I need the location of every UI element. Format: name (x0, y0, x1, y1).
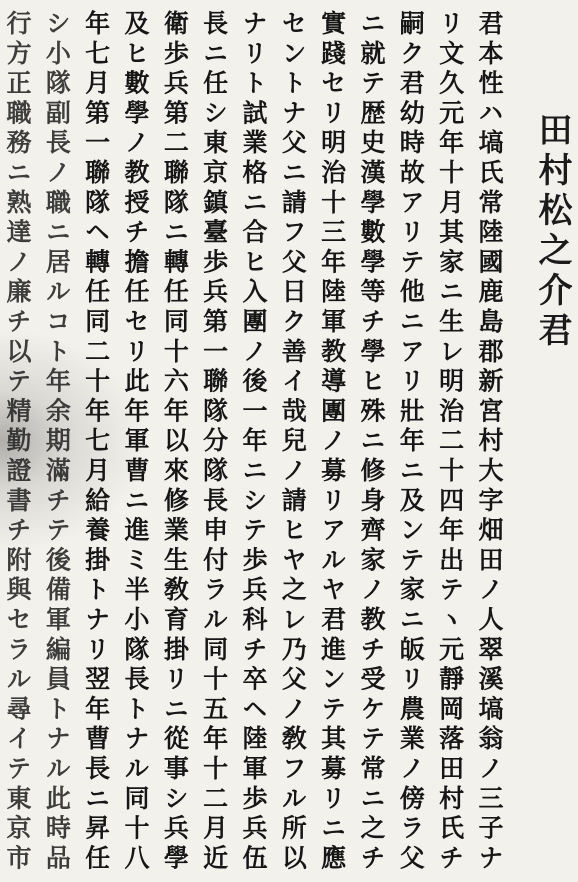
text-column-3: 嗣ク君幼時故アリテ他ニアリ壯年ニ及ンテ家ニ皈リ農業ノ傍ラ父 (396, 10, 426, 875)
text-column-4: ニ就テ歴史漢學數學等チ學ヒ殊ニ修身齊家ノ教チ受ケテ常ニ之チ (356, 10, 386, 875)
text-column-12: シ小隊副長ノ職ニ居ルコト年余期滿チテ後備軍編員トナル此時品 (42, 10, 72, 875)
text-column-8: 長ニ任シ東京鎮臺歩兵第一聯隊分隊長申付ラル同十五年十二月近 (199, 10, 229, 875)
text-column-13: 行方正職務ニ熟達ノ廉チ以テ精勤證書チ附與セラル尋イテ東京市 (3, 10, 32, 875)
text-column-9: 衛歩兵第二聯隊ニ轉任同十六年以來修業生敎育掛リニ從事シ兵學 (160, 10, 190, 875)
page-title: 田村松之介君 (532, 112, 572, 352)
text-column-5: 實踐セリ明治十三年陸軍教導團ノ募リアルヤ君進ンテ其募リニ應 (317, 10, 347, 875)
text-column-2: リ文久元年十月其家ニ生レ明治二十四年出テヽ元靜岡落田村氏チ (435, 10, 465, 875)
body-text (0, 10, 506, 882)
text-column-6: セントナ父ニ請フ父日ク善イ哉兒ノ請ヒヤ之レ乃父ノ敎フル所以 (278, 10, 308, 875)
text-column-7: ナリト試業格ニ合ヒ入團ノ後一年ニシテ歩兵科チ卒ヘ陸軍歩兵伍 (238, 10, 268, 875)
text-column-1: 君本性ハ塙氏常陸國鹿島郡新宮村大字畑田ノ人翠溪塙翁ノ三子ナ (474, 10, 504, 875)
text-column-11: 年七月第一聯隊ヘ轉任同二十年七月給養掛トナリ翌年曹長ニ昇任 (81, 10, 111, 875)
text-column-10: 及ヒ數學ノ教授チ擔任セリ此年軍曹ニ進ミ半小隊長トナル同十八 (120, 10, 150, 875)
